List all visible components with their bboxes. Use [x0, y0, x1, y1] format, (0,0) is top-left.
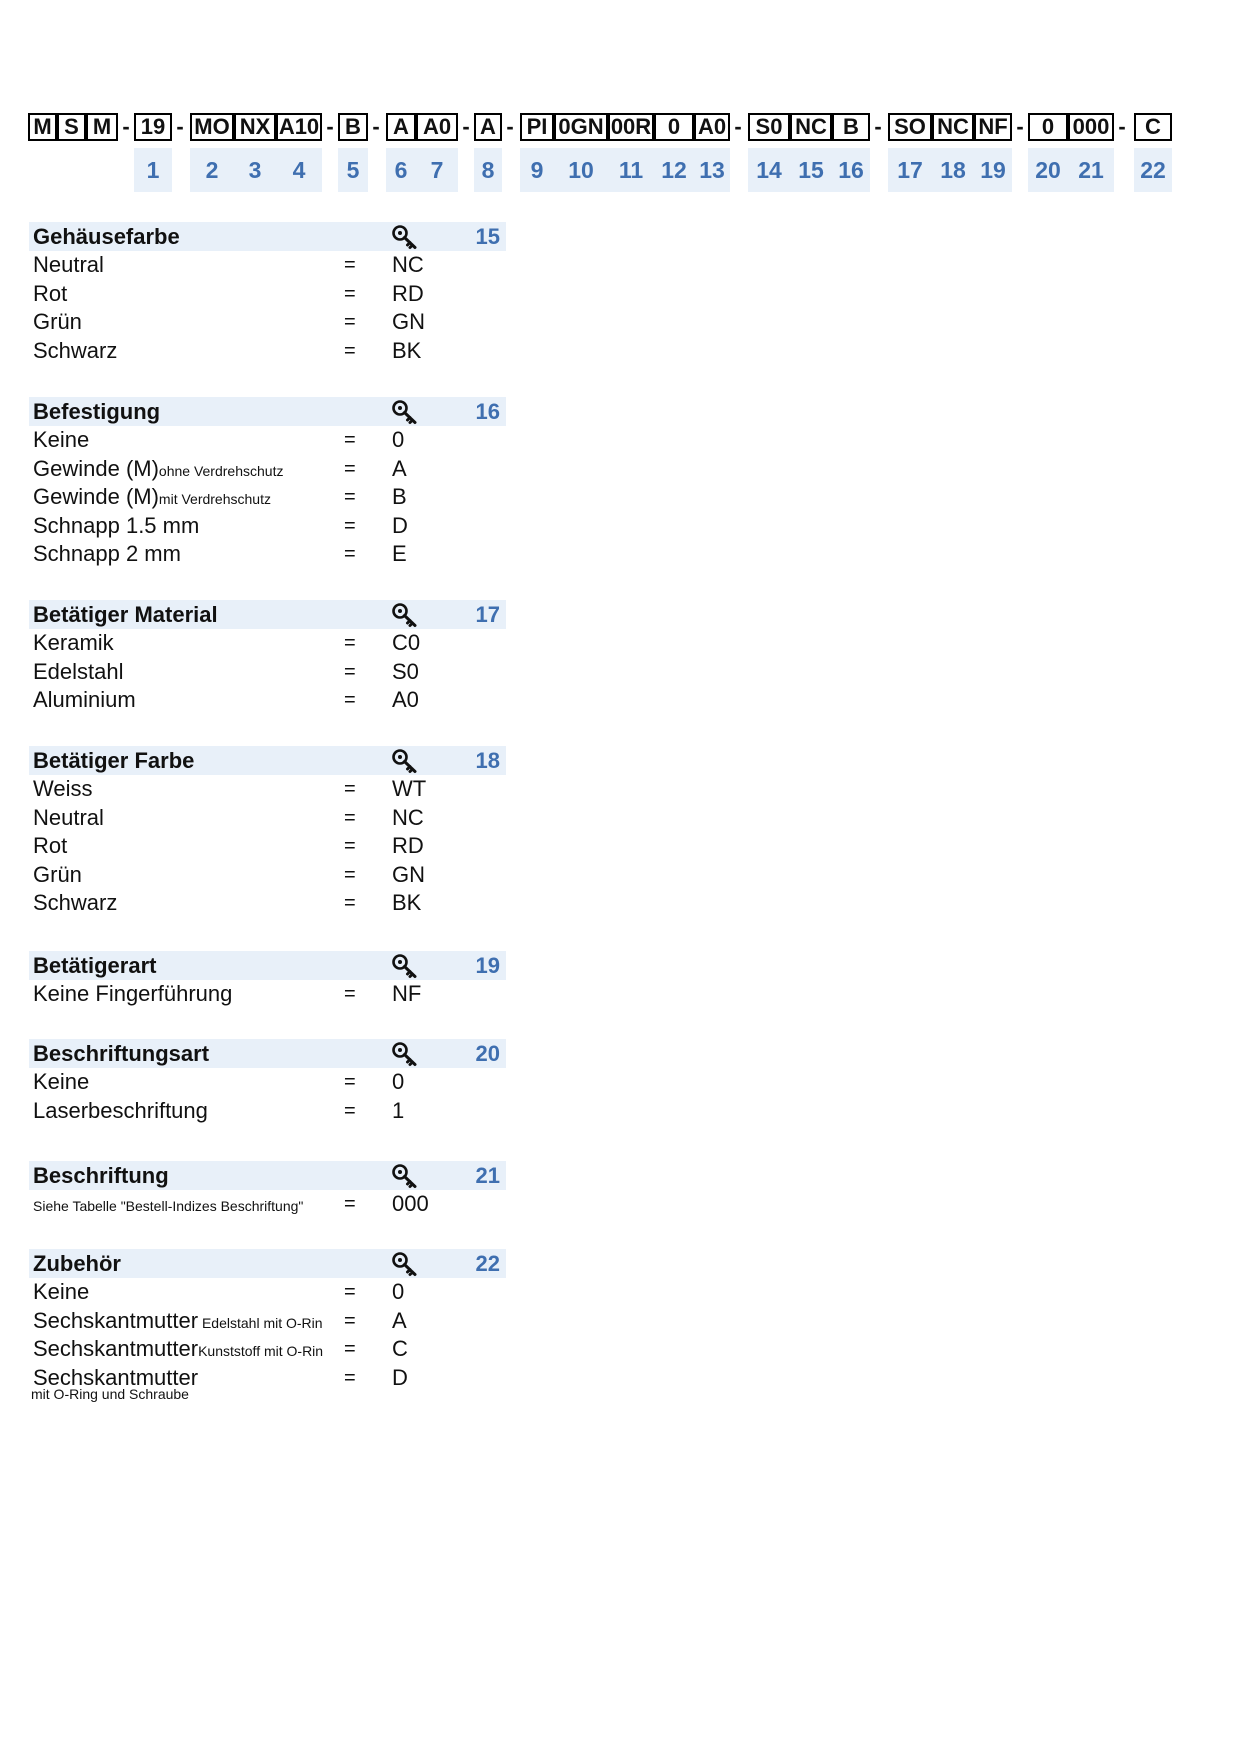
- option-label: [33, 281, 67, 307]
- equals-sign: =: [344, 1366, 356, 1389]
- option-row: [29, 337, 506, 366]
- code-box-24: 000: [1068, 113, 1114, 141]
- option-label-text: Schnapp 2 mm: [33, 541, 181, 567]
- section-number: 15: [475, 224, 500, 249]
- option-label-text: Sechskantmutter: [33, 1336, 199, 1362]
- code-box-14: 00R: [608, 113, 654, 141]
- option-label: [33, 252, 104, 278]
- option-code: 000: [392, 1191, 429, 1216]
- option-row: [29, 280, 506, 309]
- option-row: [29, 1335, 506, 1364]
- equals-sign: =: [344, 689, 356, 712]
- position-index: 1: [134, 148, 172, 192]
- option-code: C0: [392, 630, 421, 655]
- option-row: [29, 1190, 506, 1219]
- code-box-9: A: [386, 113, 416, 141]
- equals-sign: =: [344, 983, 356, 1005]
- option-label: [33, 805, 104, 831]
- equals-sign: =: [344, 457, 356, 480]
- option-row: [29, 832, 506, 861]
- option-label: [33, 833, 67, 859]
- option-label: [33, 776, 93, 802]
- equals-sign: =: [344, 892, 356, 915]
- section-number: 21: [475, 1163, 500, 1188]
- option-label: [33, 1308, 323, 1334]
- option-code: BK: [392, 337, 422, 363]
- position-index: 21: [1068, 148, 1114, 192]
- code-separator: -: [1016, 114, 1024, 139]
- option-label-text: Gewinde (M): [33, 484, 159, 510]
- option-label: [33, 484, 271, 510]
- equals-sign: =: [344, 1338, 356, 1361]
- section-number: 20: [475, 1041, 500, 1066]
- option-label-text: Sechskantmutter: [33, 1307, 199, 1333]
- option-label-note: ohne Verdrehschutz: [158, 462, 284, 479]
- code-box-25: C: [1134, 113, 1172, 141]
- option-row: [29, 251, 506, 280]
- option-row: [29, 512, 506, 541]
- option-label: [33, 1198, 303, 1214]
- code-box-3: M: [86, 113, 118, 141]
- section-footnote: mit O-Ring und Schraube: [31, 1386, 189, 1403]
- section-3: [29, 600, 506, 715]
- key-icon: [391, 1041, 419, 1067]
- section-title: Zubehör: [33, 1251, 121, 1276]
- option-code: GN: [392, 309, 425, 335]
- option-label-text: Neutral: [33, 804, 104, 830]
- option-label: [33, 1279, 89, 1305]
- option-label-note: Kunststoff mit O-Rin: [198, 1343, 324, 1360]
- code-box-23: 0: [1028, 113, 1068, 141]
- position-index: 17: [888, 148, 932, 192]
- option-label: [33, 659, 124, 685]
- equals-sign: =: [344, 543, 356, 566]
- option-row: [29, 540, 506, 569]
- option-label: [33, 541, 181, 567]
- option-label: [33, 309, 82, 335]
- option-code: NC: [392, 252, 424, 277]
- section-number: 18: [475, 748, 500, 773]
- position-index: 3: [234, 148, 276, 192]
- section-5: [29, 951, 506, 1009]
- option-label-text: Neutral: [33, 252, 104, 277]
- position-index: 19: [974, 148, 1012, 192]
- option-code: D: [392, 512, 408, 538]
- section-title: Befestigung: [33, 399, 161, 424]
- option-code: 1: [392, 1097, 405, 1123]
- code-box-19: B: [832, 113, 870, 141]
- position-index: 20: [1028, 148, 1068, 192]
- section-8: [29, 1249, 506, 1403]
- equals-sign: =: [344, 632, 356, 654]
- option-code: S0: [392, 658, 419, 684]
- option-code: A: [392, 1307, 407, 1333]
- equals-sign: =: [344, 1193, 356, 1215]
- option-label: [33, 890, 117, 916]
- code-box-8: B: [338, 113, 368, 141]
- option-row: [29, 980, 506, 1009]
- code-box-10: A0: [416, 113, 458, 141]
- code-box-1: M: [28, 113, 57, 141]
- option-code: C: [392, 1336, 408, 1362]
- section-header: [29, 1249, 506, 1278]
- position-index: 18: [932, 148, 974, 192]
- position-index: 2: [190, 148, 234, 192]
- position-index: 10: [554, 148, 608, 192]
- position-index: 7: [416, 148, 458, 192]
- option-code: NC: [392, 804, 424, 830]
- option-label-text: Edelstahl: [33, 658, 124, 684]
- section-title: Beschriftung: [33, 1163, 169, 1188]
- key-icon: [391, 1163, 419, 1189]
- option-label-text: Laserbeschriftung: [33, 1097, 208, 1123]
- option-code: NF: [392, 981, 422, 1006]
- code-box-16: A0: [694, 113, 730, 141]
- code-box-13: 0GN: [554, 113, 608, 141]
- option-label-text: Keine: [33, 1069, 90, 1094]
- position-index: 8: [474, 148, 502, 192]
- section-7: [29, 1161, 506, 1219]
- option-label: [33, 338, 117, 364]
- section-number: 16: [475, 399, 500, 424]
- section-number: 22: [475, 1251, 500, 1276]
- position-index: 9: [520, 148, 554, 192]
- option-code: BK: [392, 890, 422, 916]
- option-label: [33, 456, 283, 482]
- position-index: 15: [790, 148, 832, 192]
- code-box-17: S0: [748, 113, 790, 141]
- option-label-text: Grün: [33, 309, 82, 335]
- option-label-text: Rot: [33, 280, 68, 306]
- option-label: [33, 687, 136, 713]
- section-title: Betätigerart: [33, 953, 157, 978]
- option-row: [29, 426, 506, 455]
- code-box-18: NC: [790, 113, 832, 141]
- section-1: [29, 222, 506, 365]
- option-label: [33, 1069, 89, 1095]
- option-row: [29, 1097, 506, 1126]
- section-title: Beschriftungsart: [33, 1041, 210, 1066]
- code-separator: -: [122, 114, 130, 139]
- code-separator: -: [1118, 114, 1126, 139]
- option-label-text: Keine: [33, 1279, 90, 1304]
- option-code: E: [392, 541, 407, 567]
- section-header: [29, 746, 506, 775]
- option-label-text: Keine Fingerführung: [33, 981, 233, 1006]
- option-label: [33, 1098, 208, 1124]
- option-label-note: Edelstahl mit O-Rin: [198, 1314, 323, 1331]
- option-label-text: Siehe Tabelle "Bestell-Indizes Beschriftung": [33, 1198, 304, 1214]
- option-code: B: [392, 484, 407, 510]
- position-index: 4: [276, 148, 322, 192]
- option-code: RD: [392, 280, 424, 306]
- section-header: [29, 397, 506, 426]
- equals-sign: =: [344, 486, 356, 509]
- code-box-15: 0: [654, 113, 694, 141]
- equals-sign: =: [344, 660, 356, 683]
- option-label: [33, 630, 114, 656]
- equals-sign: =: [344, 1071, 356, 1093]
- option-code: RD: [392, 833, 424, 859]
- equals-sign: =: [344, 1281, 356, 1303]
- equals-sign: =: [344, 806, 356, 829]
- code-box-2: S: [57, 113, 86, 141]
- code-separator: -: [372, 114, 380, 139]
- option-label: [33, 427, 89, 453]
- equals-sign: =: [344, 254, 356, 276]
- code-box-12: PI: [520, 113, 554, 141]
- section-4: [29, 746, 506, 918]
- option-label-text: Gewinde (M): [33, 455, 159, 481]
- section-title: Betätiger Farbe: [33, 748, 195, 773]
- position-index: 14: [748, 148, 790, 192]
- section-header: [29, 1161, 506, 1190]
- section-title: Betätiger Material: [33, 602, 218, 627]
- code-box-11: A: [474, 113, 502, 141]
- option-row: [29, 889, 506, 918]
- position-index: 5: [338, 148, 368, 192]
- code-box-20: SO: [888, 113, 932, 141]
- code-box-21: NC: [932, 113, 974, 141]
- option-row: [29, 658, 506, 687]
- code-separator: -: [326, 114, 334, 139]
- option-label-text: Grün: [33, 861, 82, 887]
- option-row: [29, 1068, 506, 1097]
- section-header: [29, 222, 506, 251]
- position-index: 6: [386, 148, 416, 192]
- option-code: WT: [392, 776, 427, 801]
- position-index: 16: [832, 148, 870, 192]
- option-label-text: Aluminium: [33, 687, 136, 713]
- position-index: 12: [654, 148, 694, 192]
- position-index: 22: [1134, 148, 1172, 192]
- option-label-text: Keramik: [33, 630, 114, 655]
- option-label-text: Schwarz: [33, 337, 118, 363]
- option-code: GN: [392, 861, 425, 887]
- option-code: A: [392, 455, 407, 481]
- code-separator: -: [506, 114, 514, 139]
- option-row: [29, 308, 506, 337]
- option-label-text: Schnapp 1.5 mm: [33, 512, 200, 538]
- option-label-text: Keine: [33, 427, 90, 452]
- option-code: D: [392, 1364, 408, 1390]
- equals-sign: =: [344, 1309, 356, 1332]
- option-row: [29, 483, 506, 512]
- option-code: 0: [392, 427, 405, 452]
- equals-sign: =: [344, 863, 356, 886]
- option-row: [29, 1278, 506, 1307]
- equals-sign: =: [344, 429, 356, 451]
- equals-sign: =: [344, 514, 356, 537]
- option-label-text: Schwarz: [33, 890, 118, 916]
- code-separator: -: [874, 114, 882, 139]
- option-label-text: Rot: [33, 833, 68, 859]
- option-code: 0: [392, 1069, 405, 1094]
- option-row: [29, 455, 506, 484]
- section-6: [29, 1039, 506, 1125]
- key-icon: [391, 953, 419, 979]
- option-label: [33, 1336, 323, 1362]
- option-label: [33, 981, 232, 1007]
- equals-sign: =: [344, 778, 356, 800]
- section-number: 17: [475, 602, 500, 627]
- code-box-7: A10: [276, 113, 322, 141]
- section-2: [29, 397, 506, 569]
- option-row: [29, 686, 506, 715]
- section-header: [29, 951, 506, 980]
- option-code: 0: [392, 1279, 405, 1304]
- option-label-note: mit Verdrehschutz: [158, 491, 271, 508]
- key-icon: [391, 399, 419, 425]
- section-number: 19: [475, 953, 500, 978]
- position-index: 11: [608, 148, 654, 192]
- key-icon: [391, 602, 419, 628]
- code-box-4: 19: [134, 113, 172, 141]
- code-box-6: NX: [234, 113, 276, 141]
- section-title: Gehäusefarbe: [33, 224, 180, 249]
- code-separator: -: [734, 114, 742, 139]
- equals-sign: =: [344, 1099, 356, 1122]
- section-header: [29, 1039, 506, 1068]
- key-icon: [391, 1251, 419, 1277]
- equals-sign: =: [344, 311, 356, 334]
- equals-sign: =: [344, 282, 356, 305]
- option-row: [29, 861, 506, 890]
- option-label: [33, 862, 82, 888]
- key-icon: [391, 224, 419, 250]
- option-row: [29, 775, 506, 804]
- code-separator: -: [176, 114, 184, 139]
- code-separator: -: [462, 114, 470, 139]
- code-box-5: MO: [190, 113, 234, 141]
- key-icon: [391, 748, 419, 774]
- equals-sign: =: [344, 339, 356, 362]
- option-row: [29, 804, 506, 833]
- section-header: [29, 600, 506, 629]
- position-index: 13: [694, 148, 730, 192]
- option-row: [29, 1307, 506, 1336]
- code-box-22: NF: [974, 113, 1012, 141]
- option-row: [29, 629, 506, 658]
- equals-sign: =: [344, 835, 356, 858]
- option-label-text: Sechskantmutter: [33, 1364, 199, 1390]
- option-code: A0: [392, 687, 419, 713]
- option-label: [33, 513, 199, 539]
- option-label-text: Weiss: [33, 776, 93, 801]
